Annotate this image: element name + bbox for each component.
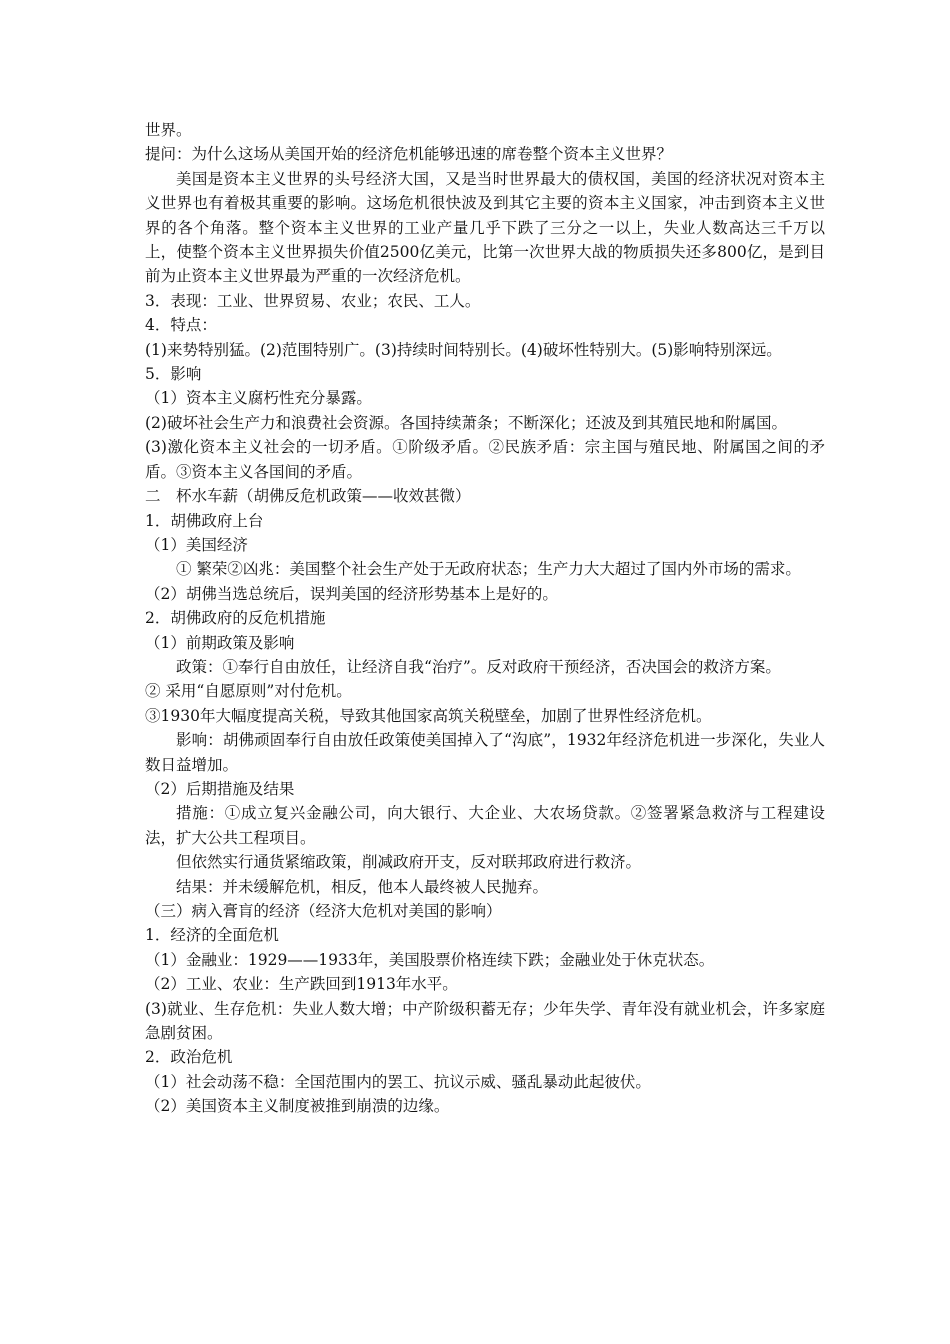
document-body bbox=[145, 118, 825, 1119]
section-heading: 1．胡佛政府上台 bbox=[145, 511, 264, 530]
text-line: ③1930年大幅度提高关税，导致其他国家高筑关税壁垒，加剧了世界性经济危机。 bbox=[145, 706, 712, 725]
text-line: （2）胡佛当选总统后，误判美国的经济形势基本上是好的。 bbox=[145, 584, 558, 603]
text-paragraph: ① 繁荣②凶兆：美国整个社会生产处于无政府状态；生产力大大超过了国内外市场的需求。 bbox=[176, 560, 801, 579]
text-paragraph: 政策：①奉行自由放任，让经济自我“治疗”。反对政府干预经济，否决国会的救济方案。 bbox=[176, 657, 781, 676]
text-line: （1）社会动荡不稳：全国范围内的罢工、抗议示威、骚乱暴动此起彼伏。 bbox=[145, 1072, 651, 1091]
section-heading: 2．政治危机 bbox=[145, 1048, 233, 1067]
text-paragraph: 美国是资本主义世界的头号经济大国，又是当时世界最大的债权国，美国的经济状况对资本主义世界也有着极其重要的影响。这场危机很快波及到其它主要的资本主义国家，冲击到资本主义世界的各个角落。整个资本主义世界的工业产量几乎下跌了三分之一以上，失业人数高达三千万以上，使整个资本主义世界损失价值2500亿美元，比第一次世界大战的物质损失还多800亿，是到目前为止资本主义世界最为严重的一次经济危机。 bbox=[145, 169, 825, 286]
section-heading: 3．表现：工业、世界贸易、农业；农民、工人。 bbox=[145, 291, 481, 310]
section-heading: （三）病入膏肓的经济（经济大危机对美国的影响） bbox=[145, 902, 502, 920]
text-line: 提问：为什么这场从美国开始的经济危机能够迅速的席卷整个资本主义世界？ bbox=[145, 145, 673, 164]
text-line: （1）前期政策及影响 bbox=[145, 633, 295, 652]
section-heading: 1．经济的全面危机 bbox=[145, 926, 279, 945]
section-heading: 5．影响 bbox=[145, 365, 202, 384]
text-line: 世界。 bbox=[145, 121, 192, 139]
text-paragraph: 措施：①成立复兴金融公司，向大银行、大企业、大农场贷款。②签署紧急救济与工程建设法，扩大公共工程项目。 bbox=[145, 804, 825, 847]
text-paragraph: 但依然实行通货紧缩政策，削减政府开支，反对联邦政府进行救济。 bbox=[176, 853, 642, 872]
text-paragraph: 结果：并未缓解危机，相反，他本人最终被人民抛弃。 bbox=[176, 877, 549, 896]
text-line: （1）美国经济 bbox=[145, 535, 248, 554]
text-line: ② 采用“自愿原则”对付危机。 bbox=[145, 682, 352, 701]
section-heading: 4．特点： bbox=[145, 316, 217, 335]
text-line: （2）工业、农业：生产跌回到1913年水平。 bbox=[145, 975, 458, 994]
text-line: (1)来势特别猛。(2)范围特别广。(3)持续时间特别长。(4)破坏性特别大。(5)影响特别深远。 bbox=[145, 340, 782, 359]
text-line: （1）金融业：1929——1933年，美国股票价格连续下跌；金融业处于休克状态。 bbox=[145, 950, 715, 969]
text-line: (3)激化资本主义社会的一切矛盾。①阶级矛盾。②民族矛盾：宗主国与殖民地、附属国之间的矛盾。③资本主义各国间的矛盾。 bbox=[145, 438, 825, 481]
text-line: （2）后期措施及结果 bbox=[145, 779, 295, 798]
section-heading: 二 杯水车薪（胡佛反危机政策——收效甚微） bbox=[145, 487, 471, 506]
text-line: (2)破坏社会生产力和浪费社会资源。各国持续萧条；不断深化；还波及到其殖民地和附属国。 bbox=[145, 413, 787, 432]
text-line: (3)就业、生存危机：失业人数大增；中产阶级积蓄无存；少年失学、青年没有就业机会，许多家庭急剧贫困。 bbox=[145, 999, 825, 1043]
text-line: （2）美国资本主义制度被推到崩溃的边缘。 bbox=[145, 1097, 450, 1116]
text-line: （1）资本主义腐朽性充分暴露。 bbox=[145, 389, 372, 408]
text-paragraph: 影响：胡佛顽固奉行自由放任政策使美国掉入了“沟底”，1932年经济危机进一步深化，失业人数日益增加。 bbox=[145, 731, 825, 774]
section-heading: 2．胡佛政府的反危机措施 bbox=[145, 609, 326, 628]
